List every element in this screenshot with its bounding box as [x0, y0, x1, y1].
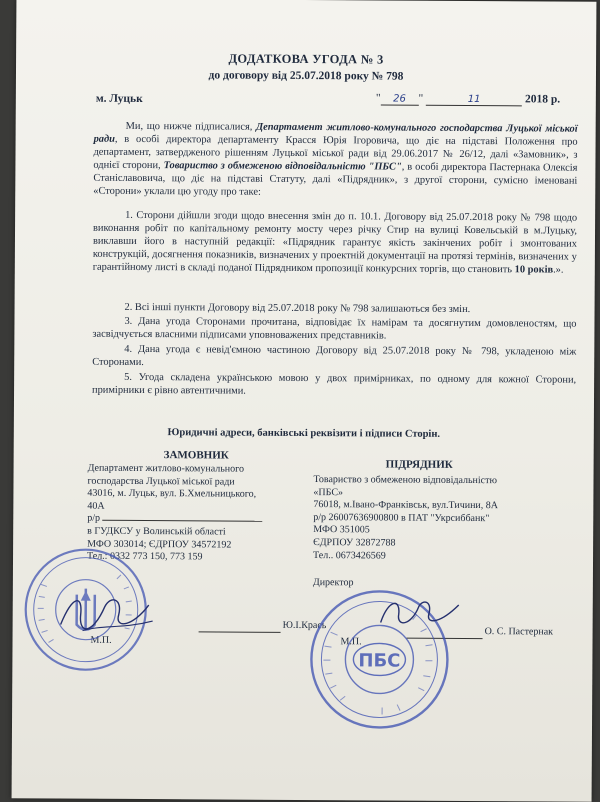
document-date	[376, 92, 560, 106]
director-label: Директор	[312, 577, 354, 589]
contractor-details	[313, 474, 576, 564]
customer-seal-place: М.П.	[90, 634, 112, 646]
clause-2: 2. Всі інші пункти Договору від 25.07.2018 року № 798 залишаються без змін.	[124, 301, 471, 316]
customer-line: р/р	[87, 513, 101, 525]
date-day: 26	[393, 93, 406, 105]
clause-1-text: 1. Сторони дійшли згоди щодо внесення змін до п. 10.1. Договору від 25.07.2018 року № 798 щодо виконання робіт по капітальному ремонту мосту через річку Стир на вулиці Ковельській в м.Луцьку, виклавши його в наступній редакції: «Підрядник гарантує якість закінчених робіт і змонтованих конструкцій, досягнення показників, визначених у проектній документації на протязі термінів, визначених у гарантійному листі в складі поданої Підрядником пропозиції конкурсних торгів, що становить	[92, 209, 578, 276]
customer-heading: ЗАМОВНИК	[163, 449, 229, 462]
contractor-line: МФО 351005	[313, 524, 370, 536]
customer-signer-name: Ю.І.Крась	[282, 619, 327, 632]
clause-4: 4. Дана угода є невід'ємною частиною Договору від 25.07.2018 року № 798, укладеною між Сторонами.	[92, 343, 577, 369]
contractor-line: 76018, м.Івано-Франківськ, вул.Тичини, 8А	[313, 499, 499, 512]
contractor-line: «ПБС»	[313, 486, 344, 498]
document-page	[12, 0, 597, 802]
contractor-line: Тел.. 0673426569	[313, 549, 386, 562]
customer-line: МФО 303014; ЄДРПОУ 34572192	[87, 538, 232, 551]
contractor-signer-name: О. С. Пастернак	[484, 626, 554, 638]
contractor-line: ЄДРПОУ 32872788	[313, 537, 396, 549]
city-label: м. Луцьк	[95, 92, 143, 106]
preamble-paragraph	[93, 120, 577, 202]
requisites-heading: Юридичні адреси, банківські реквізити і підписи Сторін.	[167, 427, 441, 440]
customer-line: 43016, м. Луцьк, вул. Б.Хмельницького,	[87, 487, 257, 500]
document-subtitle: до договору від 25.07.2018 року № 798	[208, 69, 404, 83]
contractor-line: р/р 26007636900800 в ПАТ "Укрсиббанк"	[313, 511, 490, 524]
date-quote-open: "	[375, 92, 381, 105]
customer-signature-line	[199, 621, 281, 633]
contractor-seal-place: М.П.	[340, 636, 362, 648]
date-year: 2018 р.	[524, 93, 561, 106]
date-quote-close: "	[418, 92, 424, 105]
customer-line: господарства Луцької міської ради	[87, 475, 235, 488]
contractor-heading: ПІДРЯДНИК	[385, 458, 453, 471]
account-blank-line	[103, 520, 263, 522]
customer-line: 40А	[87, 500, 105, 512]
contractor-name-bold: Товариство з обмеженою відповідальністю "ПБС"	[163, 160, 402, 173]
customer-line: Тел.: 0332 773 150, 773 159	[87, 550, 203, 563]
clause-1-end: .».	[553, 264, 564, 276]
customer-handwritten-signature	[53, 584, 163, 645]
customer-name-bold: Департамент житлово-комунального господарства Луцької міської ради	[93, 121, 578, 145]
preamble-text-1: Ми, що нижче підписалися,	[125, 120, 257, 133]
contractor-handwritten-signature	[375, 592, 465, 637]
document-title: ДОДАТКОВА УГОДА № 3	[228, 51, 384, 67]
clause-3: 3. Дана угода Сторонами прочитана, відповідає їх намірам та досягнутим домовленостям, що засвідчується власними підписами уповноважених представників.	[92, 315, 577, 342]
date-month: 11	[467, 93, 481, 106]
clause-5: 5. Угода складена українською мовою у двох примірниках, по одному для кожної Сторони, примірники є рівно автентичними.	[92, 371, 577, 397]
preamble-text-2: , в особі директора департаменту Красся Юрія Ігоровича, що діє на підставі Положення про департамент, затвердженого рішенням Луцької міської ради від 29.06.2017 № 26/12, далі «Замовник», з однієї сторони,	[93, 133, 578, 172]
contractor-line: Товариство з обмеженою відповідальністю	[313, 474, 498, 487]
clause-1	[93, 209, 577, 277]
customer-line: Департамент житлово-комунального	[87, 462, 245, 475]
customer-line: в ГУДКСУ у Волинській області	[87, 525, 226, 538]
warranty-period: 10 років	[514, 264, 554, 276]
stamp-center-text: ПБС	[358, 650, 401, 672]
preamble-text-3: , в особі директора Пастернака Олексія Станіславовича, що діє на підставі Статуту, далі «Підрядник», з другої сторони, сумісно іменовані «Сторони» уклали цю угоду про таке:	[93, 161, 578, 199]
